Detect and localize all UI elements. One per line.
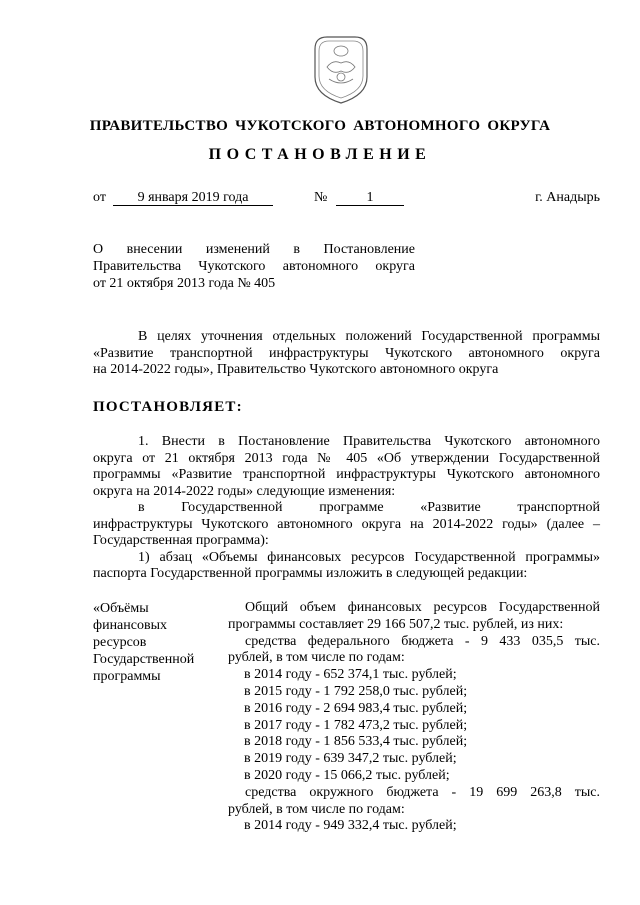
- body-paragraphs: [93, 434, 600, 583]
- table-label-column: [93, 600, 223, 685]
- table-label-line: ресурсов: [93, 635, 147, 650]
- table-label-line: «Объёмы: [93, 601, 149, 616]
- table-label-line: программы: [93, 669, 161, 684]
- intro-paragraph: [93, 329, 600, 379]
- federal-year-line: в 2018 году - 1 856 533,4 тыс. рублей;: [244, 734, 468, 750]
- federal-year-line: в 2019 году - 639 347,2 тыс. рублей;: [244, 751, 457, 767]
- intro-line: В целях уточнения отдельных положений Государственной программы: [138, 329, 600, 344]
- table-label-line: Государственной: [93, 652, 195, 667]
- intro-line: на 2014-2022 годы», Правительство Чукотского автономного округа: [93, 362, 499, 377]
- government-title: ПРАВИТЕЛЬСТВО ЧУКОТСКОГО АВТОНОМНОГО ОКРУГА: [89, 118, 551, 134]
- decree-subject: [93, 241, 415, 292]
- federal-year-line: в 2020 году - 15 066,2 тыс. рублей;: [244, 767, 450, 783]
- subject-line: от 21 октября 2013 года № 405: [93, 276, 276, 291]
- body-line: паспорта Государственной программы изложить в следующей редакции:: [93, 566, 528, 581]
- body-line: в Государственной программе «Развитие транспортной: [138, 500, 600, 515]
- table-value-column: [228, 600, 600, 835]
- federal-year-line: в 2017 году - 1 782 473,2 тыс. рублей;: [244, 717, 468, 733]
- from-label: от: [93, 190, 106, 205]
- body-line: округа от 21 октября 2013 года № 405 «Об утверждении Государственной: [93, 450, 600, 466]
- number-field: [336, 190, 404, 206]
- funding-total-line: программы составляет 29 166 507,2 тыс. рублей, из них:: [228, 616, 564, 632]
- body-line: программы «Развитие транспортной инфраструктуры Чукотского автономного: [93, 467, 600, 482]
- funding-total-line: Общий объем финансовых ресурсов Государственной: [245, 600, 600, 615]
- federal-year-line: в 2014 году - 652 374,1 тыс. рублей;: [244, 667, 457, 683]
- decree-date: 9 января 2019 года: [113, 190, 273, 206]
- subject-line: О внесении изменений в Постановление: [93, 242, 415, 257]
- district-year-line: в 2014 году - 949 332,4 тыс. рублей;: [244, 818, 457, 834]
- federal-year-line: в 2015 году - 1 792 258,0 тыс. рублей;: [244, 683, 468, 699]
- body-line: инфраструктуры Чукотского автономного округа на 2014-2022 годы» (далее –: [93, 516, 600, 532]
- table-label-line: финансовых: [93, 618, 167, 633]
- number-label: №: [314, 190, 328, 205]
- body-line: 1) абзац «Объемы финансовых ресурсов Государственной программы»: [138, 549, 600, 565]
- federal-budget-line: рублей, в том числе по годам:: [228, 650, 405, 666]
- district-budget-line: рублей, в том числе по годам:: [228, 801, 405, 817]
- coat-of-arms-icon: [305, 29, 377, 109]
- district-budget-line: средства окружного бюджета - 19 699 263,8 тыс.: [245, 784, 600, 800]
- decree-number: 1: [336, 190, 404, 206]
- body-line: 1. Внести в Постановление Правительства Чукотского автономного: [138, 434, 600, 449]
- city: г. Анадырь: [535, 190, 600, 205]
- resolve-heading: ПОСТАНОВЛЯЕТ:: [93, 399, 243, 415]
- document-type-title: ПОСТАНОВЛЕНИЕ: [208, 146, 432, 163]
- federal-year-line: в 2016 году - 2 694 983,4 тыс. рублей;: [244, 700, 468, 716]
- body-line: округа на 2014-2022 годы» следующие изменения:: [93, 483, 396, 499]
- subject-line: Правительства Чукотского автономного округа: [93, 259, 415, 274]
- intro-line: «Развитие транспортной инфраструктуры Чукотского автономного округа: [93, 345, 600, 361]
- federal-budget-line: средства федерального бюджета - 9 433 035,5 тыс.: [245, 633, 600, 649]
- date-field: [113, 190, 273, 206]
- body-line: Государственная программа):: [93, 533, 269, 548]
